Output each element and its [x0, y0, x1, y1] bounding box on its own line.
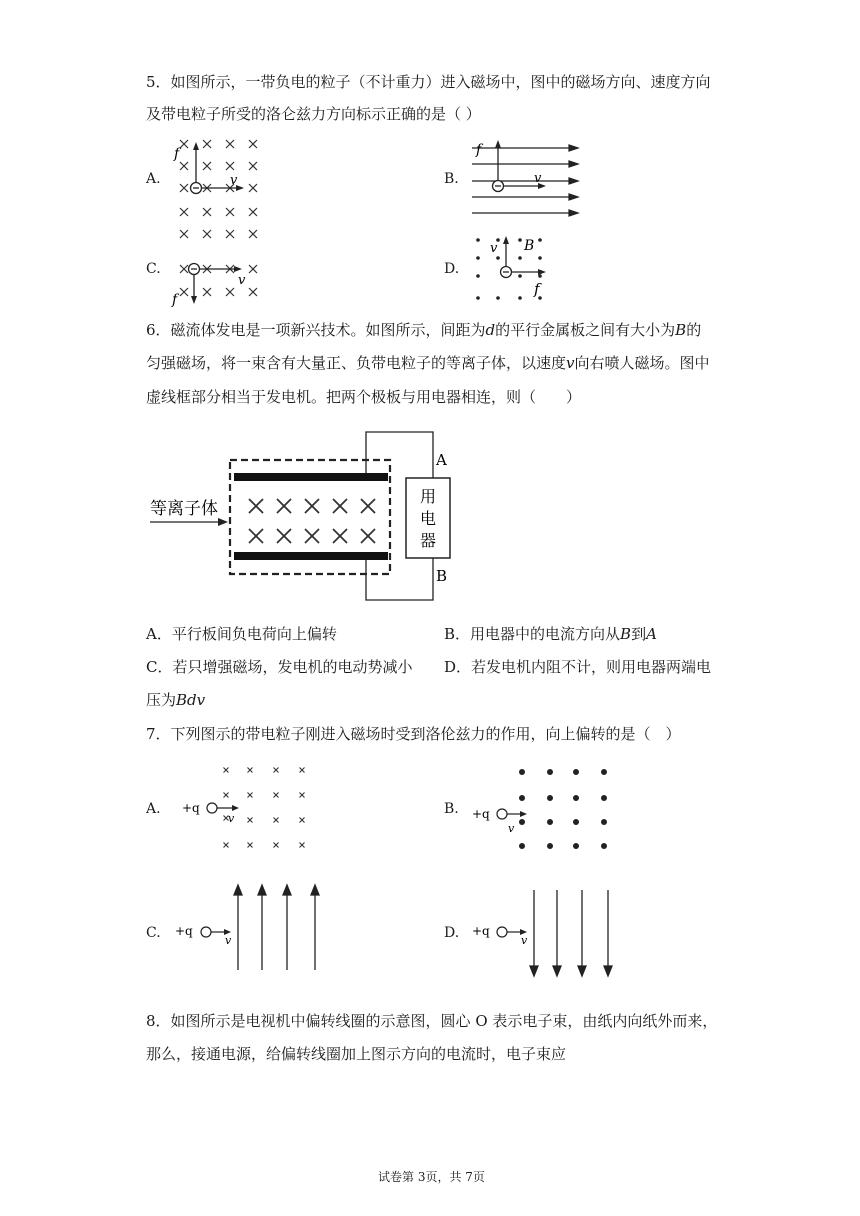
q6-option-a: A．平行板间负电荷向上偏转 [146, 625, 337, 643]
q7a-v-label: v [228, 812, 235, 825]
q7d-v-label: v [521, 934, 528, 947]
q7-option-c-label: C. [146, 925, 161, 941]
q5-option-d-label: D. [444, 261, 460, 277]
magnetic-field-dot [519, 819, 525, 825]
magnetic-field-cross [180, 208, 188, 216]
q7d-q-label: +q [472, 924, 490, 938]
q6-option-d-line2 [146, 690, 205, 710]
q5-option-b-label: B. [444, 171, 459, 187]
q5a-f-label: f [174, 146, 180, 162]
magnetic-field-cross [248, 818, 253, 823]
magnetic-field-dot [538, 238, 542, 242]
q5-stem-line2: 及带电粒子所受的洛仑兹力方向标示正确的是（ ） [146, 105, 481, 123]
q6-stem-d: d [485, 321, 496, 339]
q7b-particle [497, 809, 507, 819]
q7b-v-label: v [508, 822, 515, 835]
magnetic-field-cross [249, 162, 257, 170]
q6-option-d-Bdv: Bdv [176, 691, 206, 709]
magnetic-field-dot [476, 238, 480, 242]
magnetic-field-cross [226, 140, 234, 148]
magnetic-field-dot [547, 843, 553, 849]
magnetic-field-dot [518, 238, 522, 242]
q5b-v-label: v [534, 171, 542, 186]
magnetic-field-dot [573, 843, 579, 849]
q6-option-b-text: B．用电器中的电流方向从 [444, 625, 621, 643]
q6-option-c: C．若只增强磁场，发电机的电动势减小 [146, 658, 413, 676]
magnetic-field-cross [300, 818, 305, 823]
q6-stem-v: v [566, 354, 575, 372]
q7-option-a-label: A. [146, 801, 161, 817]
magnetic-field-cross [249, 208, 257, 216]
magnetic-field-cross [224, 768, 229, 773]
q5a-v-label: v [230, 173, 238, 188]
q6-stem-text-c: 的 [686, 321, 702, 339]
magnetic-field-cross [249, 230, 257, 238]
q7-figure-d [472, 880, 632, 980]
page-footer: 试卷第 3页，共 7页 [378, 1170, 485, 1184]
q7c-particle [201, 927, 211, 937]
magnetic-field-cross [249, 288, 257, 296]
q5-option-a-label: A. [146, 171, 161, 187]
magnetic-field-cross [224, 793, 229, 798]
magnetic-field-cross [274, 768, 279, 773]
magnetic-field-dot [519, 843, 525, 849]
magnetic-field-cross [180, 288, 188, 296]
magnetic-field-cross [300, 843, 305, 848]
magnetic-field-cross [274, 818, 279, 823]
magnetic-field-cross [249, 499, 263, 513]
magnetic-field-cross [361, 499, 375, 513]
magnetic-field-cross [180, 265, 188, 273]
magnetic-field-dot [518, 256, 522, 260]
magnetic-field-cross [277, 499, 291, 513]
magnetic-field-cross [249, 140, 257, 148]
magnetic-field-cross [249, 265, 257, 273]
magnetic-field-cross [180, 162, 188, 170]
magnetic-field-dot [601, 769, 607, 775]
q7a-particle [207, 803, 217, 813]
magnetic-field-cross [249, 184, 257, 192]
magnetic-field-cross [274, 793, 279, 798]
magnetic-field-dot [601, 819, 607, 825]
magnetic-field-cross [274, 843, 279, 848]
q7-figure-a [180, 760, 330, 860]
magnetic-field-cross [248, 768, 253, 773]
magnetic-field-cross [226, 288, 234, 296]
q6-stem-B: B [675, 321, 687, 339]
q7-option-b-label: B. [444, 801, 459, 817]
q7-stem: 7．下列图示的带电粒子刚进入磁场时受到洛伦兹力的作用，向上偏转的是（ ） [146, 725, 681, 743]
q5c-v-label: v [238, 273, 246, 288]
q6-device-char2: 电 [419, 509, 437, 528]
magnetic-field-dot [519, 769, 525, 775]
magnetic-field-cross [361, 529, 375, 543]
q5-stem-line1: 5．如图所示，一带负电的粒子（不计重力）进入磁场中，图中的磁场方向、速度方向 [146, 73, 711, 91]
magnetic-field-dot [601, 795, 607, 801]
q7-figure-b [470, 760, 620, 860]
q6-stem-line2 [146, 353, 710, 373]
q5d-v-label: v [490, 241, 498, 256]
q6-option-b-mid: 到 [631, 625, 647, 643]
magnetic-field-dot [496, 256, 500, 260]
q6-device-char3: 器 [419, 531, 437, 550]
q6-option-b-B: B [620, 625, 632, 643]
q7-option-d-label: D. [444, 925, 460, 941]
magnetic-field-cross [249, 529, 263, 543]
q6-option-d-text: 压为 [146, 691, 177, 709]
q5-figure-b [464, 132, 584, 222]
magnetic-field-dot [476, 274, 480, 278]
q6-option-d-line1: D．若发电机内阻不计，则用电器两端电 [444, 658, 712, 676]
q7b-q-label: +q [472, 807, 490, 821]
magnetic-field-dot [519, 795, 525, 801]
q6-stem-text-2a: 匀强磁场，将一束含有大量正、负带电粒子的等离子体，以速度 [146, 354, 567, 372]
magnetic-field-cross [226, 208, 234, 216]
q6-plasma-label: 等离子体 [150, 499, 218, 519]
magnetic-field-cross [203, 208, 211, 216]
q7a-q-label: +q [182, 801, 200, 815]
q6-option-b-A: A [646, 625, 657, 643]
q5d-f-label: f [534, 280, 540, 298]
magnetic-field-dot [538, 256, 542, 260]
q5-figure-d [470, 228, 560, 308]
magnetic-field-cross [203, 162, 211, 170]
magnetic-field-dot [547, 795, 553, 801]
magnetic-field-dot [518, 274, 522, 278]
q5-figure-ac [168, 132, 268, 312]
q8-stem-line1: 8．如图所示是电视机中偏转线圈的示意图，圆心 O 表示电子束，由纸内向纸外而来， [146, 1012, 718, 1030]
magnetic-field-cross [226, 230, 234, 238]
q6-top-wire [366, 432, 433, 478]
magnetic-field-cross [203, 230, 211, 238]
q6-label-B: B [436, 567, 448, 585]
q6-stem-text-2b: 向右喷人磁场。图中 [574, 354, 710, 372]
magnetic-field-dot [573, 795, 579, 801]
magnetic-field-cross [333, 499, 347, 513]
q6-bottom-plate [234, 552, 388, 560]
magnetic-field-cross [277, 529, 291, 543]
magnetic-field-cross [333, 529, 347, 543]
q5b-f-label: f [476, 142, 482, 158]
magnetic-field-dot [601, 843, 607, 849]
q5d-B-label: B [524, 238, 535, 254]
magnetic-field-cross [224, 843, 229, 848]
magnetic-field-cross [305, 499, 319, 513]
magnetic-field-cross [305, 529, 319, 543]
magnetic-field-cross [180, 140, 188, 148]
magnetic-field-cross [248, 843, 253, 848]
q8-stem-line2: 那么，接通电源，给偏转线圈加上图示方向的电流时，电子束应 [146, 1045, 567, 1063]
q6-device-char1: 用 [419, 487, 437, 506]
q6-stem-line3: 虚线框部分相当于发电机。把两个极板与用电器相连，则（ ） [146, 388, 582, 406]
q6-stem-text-b: 的平行金属板之间有大小为 [495, 321, 676, 339]
magnetic-field-cross [300, 793, 305, 798]
magnetic-field-dot [476, 296, 480, 300]
magnetic-field-dot [518, 296, 522, 300]
magnetic-field-dot [538, 274, 542, 278]
q5c-f-label: f [172, 292, 178, 308]
q6-option-b [444, 624, 657, 644]
q5-option-c-label: C. [146, 261, 161, 277]
magnetic-field-cross [226, 162, 234, 170]
q7-figure-c [175, 880, 335, 980]
magnetic-field-cross [248, 793, 253, 798]
q7c-v-label: v [225, 934, 232, 947]
magnetic-field-cross [180, 230, 188, 238]
magnetic-field-dot [496, 296, 500, 300]
magnetic-field-cross [203, 288, 211, 296]
magnetic-field-dot [547, 769, 553, 775]
q6-stem-line1 [146, 320, 701, 340]
magnetic-field-dot [573, 819, 579, 825]
magnetic-field-cross [300, 768, 305, 773]
q7d-particle [497, 927, 507, 937]
magnetic-field-dot [547, 819, 553, 825]
magnetic-field-dot [573, 769, 579, 775]
magnetic-field-cross [203, 140, 211, 148]
q6-label-A: A [436, 451, 447, 469]
magnetic-field-dot [476, 256, 480, 260]
q6-figure [150, 428, 470, 608]
magnetic-field-cross [180, 184, 188, 192]
q6-stem-text: 6．磁流体发电是一项新兴技术。如图所示，间距为 [146, 321, 486, 339]
q6-top-plate [234, 473, 388, 481]
q7c-q-label: +q [175, 924, 193, 938]
